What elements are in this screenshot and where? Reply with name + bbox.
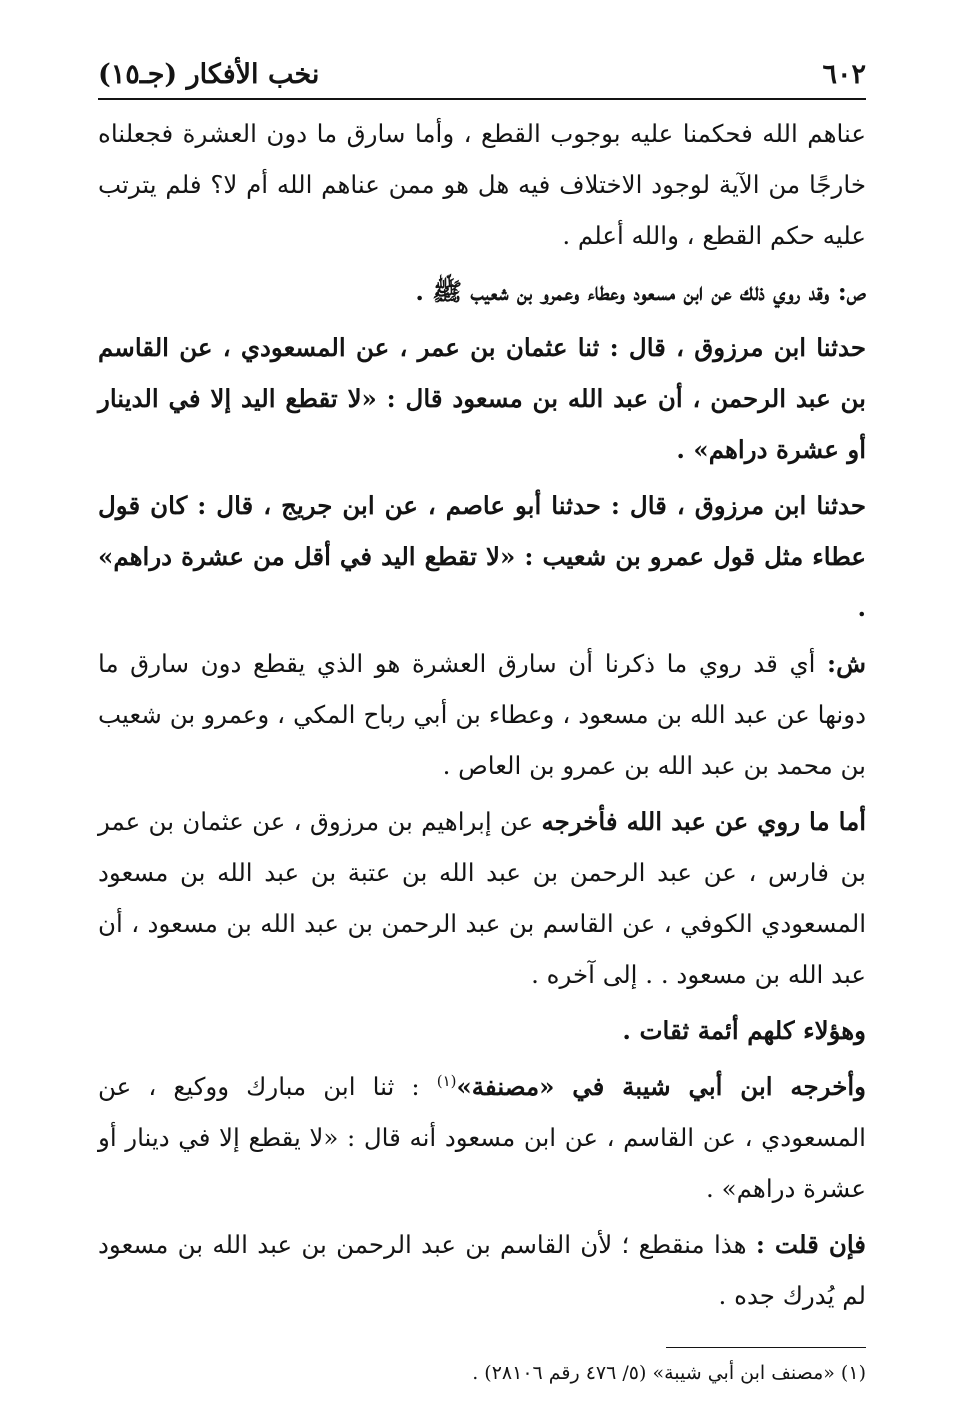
text-segment: حدثنا ابن مرزوق ، قال : حدثنا أبو عاصم ، عن ابن جريج ، قال : كان قول عطاء مثل قول عمرو بن شعيب : «لا تقطع اليد في أقل من عشرة دراهم» . bbox=[98, 491, 866, 622]
paragraph bbox=[98, 480, 866, 633]
footnote: (١) «مصنف ابن أبي شيبة» (٥/ ٤٧٦ رقم ٢٨١٠٦) . bbox=[472, 1362, 866, 1384]
text-segment-bold: أما ما روي عن عبد الله فأخرجه bbox=[541, 807, 866, 836]
text-segment: عناهم الله فحكمنا عليه بوجوب القطع ، وأما سارق ما دون العشرة فجعلناه خارجًا من الآية لوجود الاختلاف فيه هل هو ممن عناهم الله أم لا؟ فلم يترتب عليه حكم القطع ، والله أعلم . bbox=[98, 119, 866, 250]
paragraph bbox=[98, 1219, 866, 1321]
text-segment-bold: ش: bbox=[827, 649, 866, 678]
page bbox=[98, 52, 866, 1388]
text-segment: حدثنا ابن مرزوق ، قال : ثنا عثمان بن عمر ، عن المسعودي ، عن القاسم بن عبد الرحمن ، أن عبد الله بن مسعود قال : «لا تقطع اليد إلا في الدينار أو عشرة دراهم» . bbox=[98, 333, 866, 464]
text-segment-bold: وأخرجه ابن أبي شيبة في «مصنفة» bbox=[456, 1072, 866, 1101]
page-number: ٦٠٢ bbox=[822, 59, 866, 90]
text-segment: ص: وقد روي ذلك عن ابن مسعود وعطاء وعمرو بن شعيب ﷺ . bbox=[415, 277, 866, 306]
footnote-divider bbox=[666, 1347, 866, 1348]
text-segment: هذا منقطع ؛ لأن القاسم بن عبد الرحمن بن عبد الله بن مسعود لم يُدرك جده . bbox=[98, 1230, 866, 1310]
body-text bbox=[98, 108, 866, 1321]
text-segment: عن إبراهيم بن مرزوق ، عن عثمان بن عمر بن فارس ، عن عبد الرحمن بن عبد الله بن عتبة بن عبد الله بن مسعود المسعودي الكوفي ، عن القاسم بن عبد الرحمن بن عبد الله بن مسعود ، أن عبد الله بن مسعود . . إلى آخره . bbox=[98, 807, 866, 989]
page-header bbox=[98, 52, 866, 98]
paragraph bbox=[98, 266, 866, 317]
paragraph bbox=[98, 1061, 866, 1214]
text-segment: وهؤلاء كلهم أئمة ثقات . bbox=[622, 1016, 866, 1045]
book-title: نخب الأفكار (جـ١٥) bbox=[98, 59, 320, 90]
paragraph bbox=[98, 638, 866, 791]
footnote-ref: (١) bbox=[436, 1071, 457, 1090]
text-segment: : ثنا ابن مبارك ووكيع ، عن المسعودي ، عن القاسم ، عن ابن مسعود أنه قال : «لا يقطع إلا في دينار أو عشرة دراهم» . bbox=[98, 1072, 866, 1203]
paragraph bbox=[98, 322, 866, 475]
paragraph bbox=[98, 796, 866, 1000]
paragraph bbox=[98, 108, 866, 261]
paragraph bbox=[98, 1005, 866, 1056]
text-segment-bold: فإن قلت : bbox=[755, 1230, 866, 1259]
header-divider bbox=[98, 98, 866, 100]
text-segment: أي قد روي ما ذكرنا أن سارق العشرة هو الذي يقطع دون سارق ما دونها عن عبد الله بن مسعود ، وعطاء بن أبي رباح المكي ، وعمرو بن شعيب بن محمد بن عبد الله بن عمرو بن العاص . bbox=[98, 649, 866, 780]
